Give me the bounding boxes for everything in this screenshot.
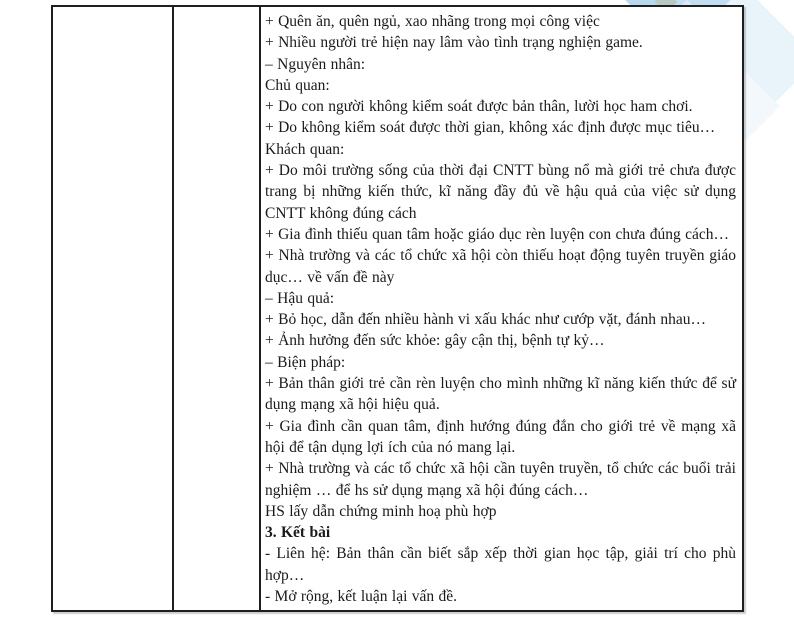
paragraph: + Nhà trường và các tổ chức xã hội cần tuyên truyền, tổ chức các buổi trải nghiệm … để hs sử dụng mạng xã hội đúng cách… (265, 460, 736, 499)
paragraph: + Nhiều người trẻ hiện nay lâm vào tình trạng nghiện game. (265, 34, 643, 52)
section-heading-ket-bai: 3. Kết bài (265, 524, 331, 542)
paragraph: Khách quan: (265, 140, 345, 158)
table-column-2-empty (174, 7, 261, 610)
paragraph: Chủ quan: (265, 76, 330, 94)
paragraph: + Do con người không kiểm soát được bản thân, lười học ham chơi. (265, 98, 693, 116)
paragraph: – Biện pháp: (265, 353, 346, 371)
paragraph: + Ảnh hưởng đến sức khỏe: gây cận thị, bệnh tự kỷ… (265, 332, 605, 350)
paragraph: + Bỏ học, dẫn đến nhiều hành vi xấu khác như cướp vặt, đánh nhau… (265, 311, 707, 329)
paragraph: + Gia đình thiếu quan tâm hoặc giáo dục rèn luyện con chưa đúng cách… (265, 225, 730, 243)
document-table (51, 5, 744, 612)
table-column-1-empty (53, 7, 174, 610)
paragraph: HS lấy dẫn chứng minh hoạ phù hợp (265, 502, 497, 520)
paragraph: + Do môi trường sống của thời đại CNTT bùng nổ mà giới trẻ chưa được trang bị những kiến thức, kĩ năng đầy đủ về hậu quả của việc sử dụng CNTT không đúng cách (265, 162, 736, 222)
paragraph: - Liên hệ: Bản thân cần biết sắp xếp thời gian học tập, giải trí cho phù hợp… (265, 545, 736, 584)
paragraph: – Nguyên nhân: (265, 55, 366, 73)
paragraph: + Quên ăn, quên ngủ, xao nhãng trong mọi công việc (265, 13, 600, 30)
paragraph: + Gia đình cần quan tâm, định hướng đúng đắn cho giới trẻ về mạng xã hội để tận dụng lợi ích của nó mang lại. (265, 417, 736, 456)
paragraph: + Nhà trường và các tổ chức xã hội còn thiếu hoạt động tuyên truyền giáo dục… về vấn đề này (265, 247, 736, 286)
paragraph: - Mở rộng, kết luận lại vấn đề. (265, 588, 458, 606)
paragraph: + Bản thân giới trẻ cần rèn luyện cho mình những kĩ năng kiến thức để sử dụng mạng xã hội hiệu quả. (265, 375, 736, 414)
table-column-3-outline-text (261, 7, 742, 610)
paragraph: + Do không kiểm soát được thời gian, không xác định được mục tiêu… (265, 119, 716, 137)
paragraph: – Hậu quả: (265, 289, 335, 307)
